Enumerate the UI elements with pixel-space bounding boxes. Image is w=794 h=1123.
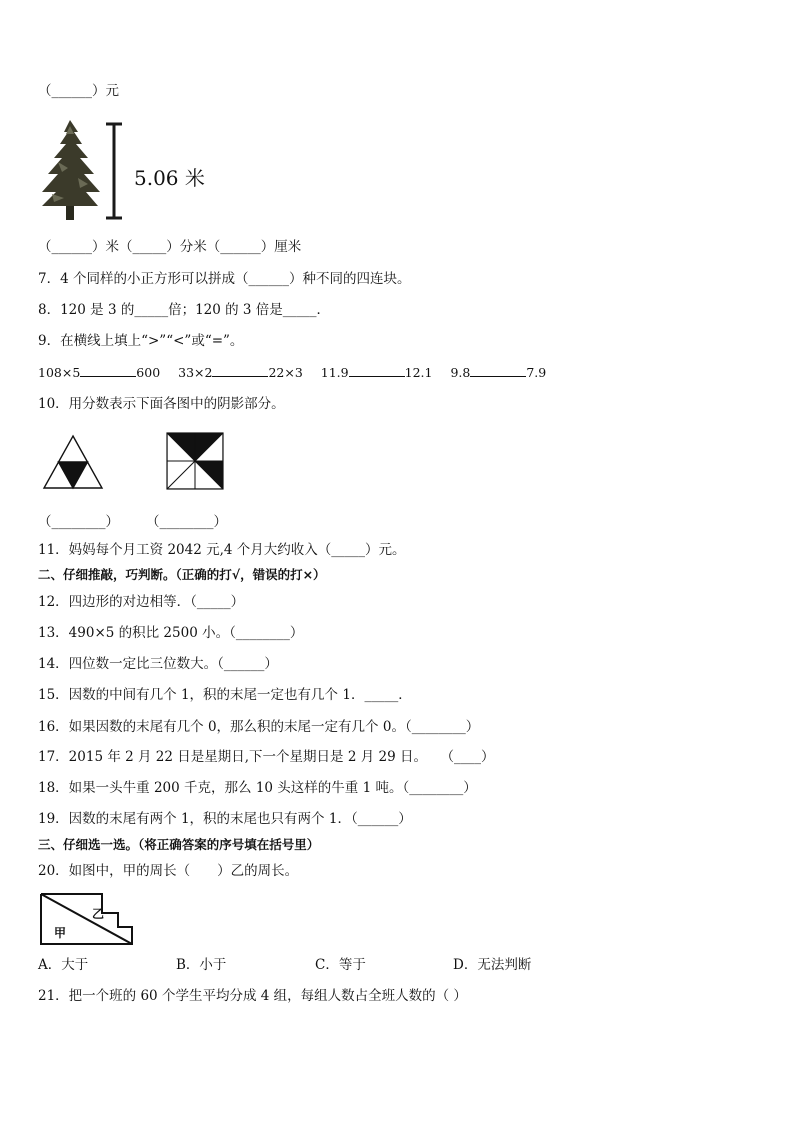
triangle-figure [42, 434, 104, 490]
question-13: 13．490×5 的积比 2500 小。（________） [38, 625, 304, 641]
question-10: 10．用分数表示下面各图中的阴影部分。 [38, 396, 285, 412]
question-20: 20．如图中，甲的周长（ ）乙的周长。 [38, 863, 299, 879]
label-jia: 甲 [54, 926, 67, 940]
q9-a-blank[interactable] [80, 364, 136, 377]
q6-answer-line: （______）米（_____）分米（______）厘米 [38, 239, 302, 255]
question-11: 11．妈妈每个月工资 2042 元,4 个月大约收入（_____）元。 [38, 542, 406, 558]
q9-b-right: 22×3 [268, 365, 303, 380]
q9-c-right: 12.1 [404, 365, 433, 380]
q9-b-blank[interactable] [212, 364, 268, 377]
section-2-heading: 二、仔细推敲，巧判断。（正确的打√，错误的打×） [38, 567, 326, 582]
question-14: 14．四位数一定比三位数大。（______） [38, 656, 278, 672]
q20-option-a[interactable]: A．大于 [38, 957, 89, 973]
q20-option-d[interactable]: D．无法判断 [453, 957, 532, 973]
question-21: 21．把一个班的 60 个学生平均分成 4 组，每组人数占全班人数的（ ） [38, 988, 467, 1004]
q20-option-b[interactable]: B．小于 [176, 957, 227, 973]
section-3-heading: 三、仔细选一选。（将正确答案的序号填在括号里） [38, 837, 320, 852]
question-8: 8．120 是 3 的_____倍；120 的 3 倍是_____． [38, 302, 331, 318]
question-17: 17．2015 年 2 月 22 日是星期日,下一个星期日是 2 月 29 日。 （____） [38, 749, 495, 765]
question-15: 15．因数的中间有几个 1，积的末尾一定也有几个 1．_____． [38, 687, 412, 703]
q9-b-left: 33×2 [178, 365, 213, 380]
q9-d-right: 7.9 [526, 365, 547, 380]
tree-height-label: 5.06 米 [134, 166, 205, 190]
label-yi: 乙 [92, 907, 105, 921]
q10-answer-left: （________） [38, 514, 119, 530]
question-16: 16．如果因数的末尾有几个 0，那么积的末尾一定有几个 0。（________） [38, 719, 480, 735]
square-figure [166, 432, 224, 490]
q9-a-left: 108×5 [38, 365, 81, 380]
q10-answer-right: （________） [146, 514, 227, 530]
question-7: 7．4 个同样的小正方形可以拼成（______）种不同的四连块。 [38, 271, 411, 287]
question-9: 9．在横线上填上“>”“<”或“=”。 [38, 333, 244, 349]
question-19: 19．因数的末尾有两个 1，积的末尾也只有两个 1．（______） [38, 811, 412, 827]
height-bar-icon [104, 122, 124, 222]
q9-a-right: 600 [136, 365, 161, 380]
q9-d-left: 9.8 [450, 365, 471, 380]
q9-d-blank[interactable] [470, 364, 526, 377]
q20-option-c[interactable]: C．等于 [315, 957, 366, 973]
question-18: 18．如果一头牛重 200 千克，那么 10 头这样的牛重 1 吨。（________） [38, 780, 477, 796]
q9-expressions [38, 364, 546, 382]
q9-c-left: 11.9 [320, 365, 349, 380]
question-12: 12．四边形的对边相等．（_____） [38, 594, 245, 610]
q6-end-line: （______）元 [38, 83, 119, 99]
q9-c-blank[interactable] [349, 364, 405, 377]
